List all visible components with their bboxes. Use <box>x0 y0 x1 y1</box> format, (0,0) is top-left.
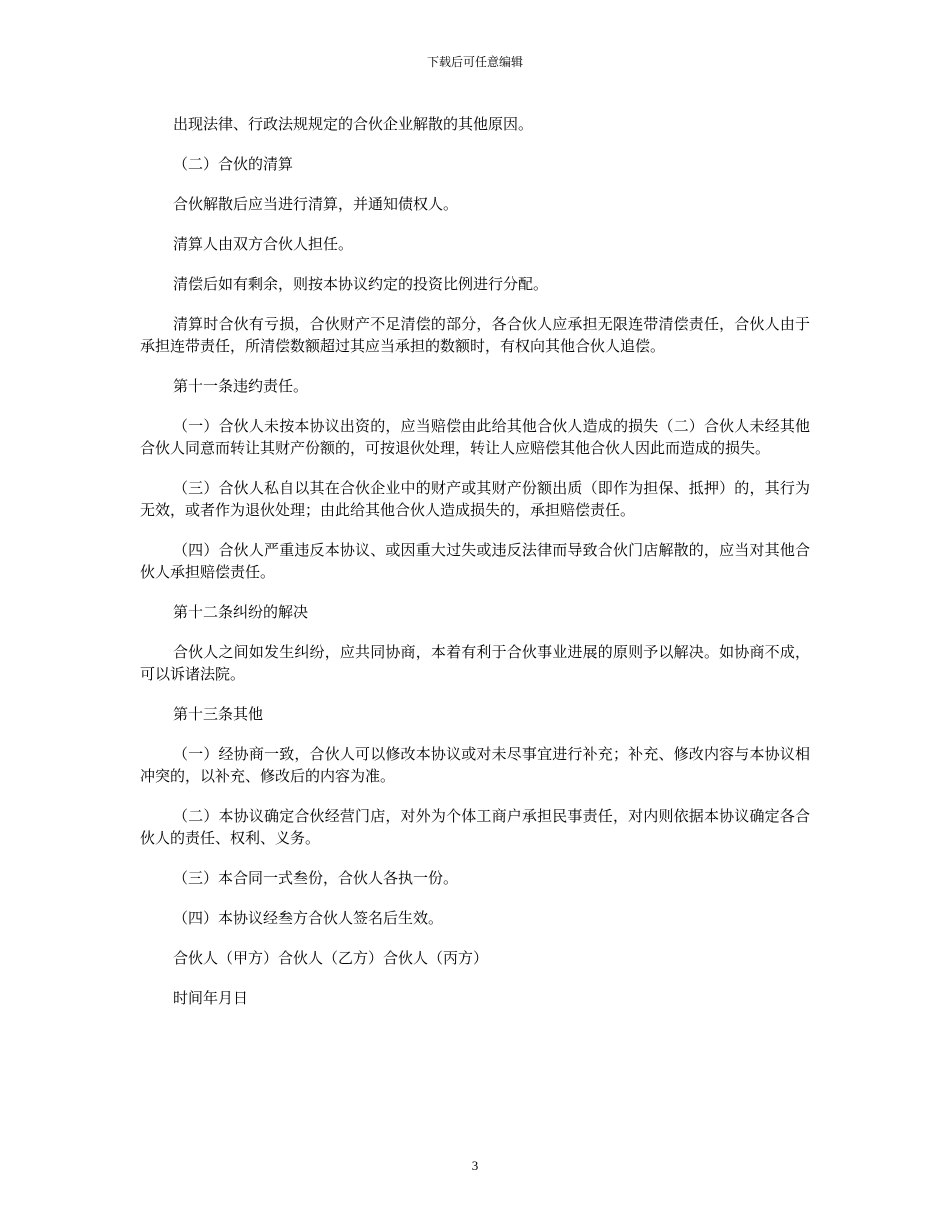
page-header: 下载后可任意编辑 <box>426 55 523 69</box>
date-line: 时间年月日 <box>173 989 249 1007</box>
paragraph: （一）合伙人未按本协议出资的，应当赔偿由此给其他合伙人造成的损失（二）合伙人未经其他合伙人同意而转让其财产份额的，可按退伙处理，转让人应赔偿其他合伙人因此而造成的损失。 <box>140 417 810 457</box>
paragraph: （一）经协商一致，合伙人可以修改本协议或对未尽事宜进行补充；补充、修改内容与本协议相冲突的，以补充、修改后的内容为准。 <box>140 745 810 785</box>
paragraph: 合伙人之间如发生纠纷，应共同协商，本着有利于合伙事业进展的原则予以解决。如协商不成，可以诉诸法院。 <box>140 643 810 683</box>
section-heading: 第十三条其他 <box>173 705 264 723</box>
signature-line: 合伙人（甲方）合伙人（乙方）合伙人（丙方） <box>173 949 489 967</box>
paragraph: 清算时合伙有亏损，合伙财产不足清偿的部分，各合伙人应承担无限连带清偿责任，合伙人由于承担连带责任，所清偿数额超过其应当承担的数额时，有权向其他合伙人追偿。 <box>140 315 810 355</box>
page-number: 3 <box>471 1158 479 1173</box>
paragraph: （三）合伙人私自以其在合伙企业中的财产或其财产份额出质（即作为担保、抵押）的，其行为无效，或者作为退伙处理；由此给其他合伙人造成损失的，承担赔偿责任。 <box>140 479 810 519</box>
paragraph: 合伙解散后应当进行清算，并通知债权人。 <box>173 195 459 213</box>
paragraph: 清算人由双方合伙人担任。 <box>173 235 354 253</box>
paragraph: （四）本协议经叁方合伙人签名后生效。 <box>173 909 444 927</box>
paragraph: 出现法律、行政法规规定的合伙企业解散的其他原因。 <box>173 115 534 133</box>
paragraph: （二）本协议确定合伙经营门店，对外为个体工商户承担民事责任，对内则依据本协议确定各合伙人的责任、权利、义务。 <box>140 807 810 847</box>
paragraph: （三）本合同一式叁份，合伙人各执一份。 <box>173 869 459 887</box>
paragraph: （四）合伙人严重违反本协议、或因重大过失或违反法律而导致合伙门店解散的，应当对其他合伙人承担赔偿责任。 <box>140 541 810 581</box>
document-body <box>140 113 810 1027</box>
section-heading: 第十一条违约责任。 <box>173 377 309 395</box>
paragraph: 清偿后如有剩余，则按本协议约定的投资比例进行分配。 <box>173 275 549 293</box>
paragraph: （二）合伙的清算 <box>173 155 294 173</box>
section-heading: 第十二条纠纷的解决 <box>173 603 309 621</box>
